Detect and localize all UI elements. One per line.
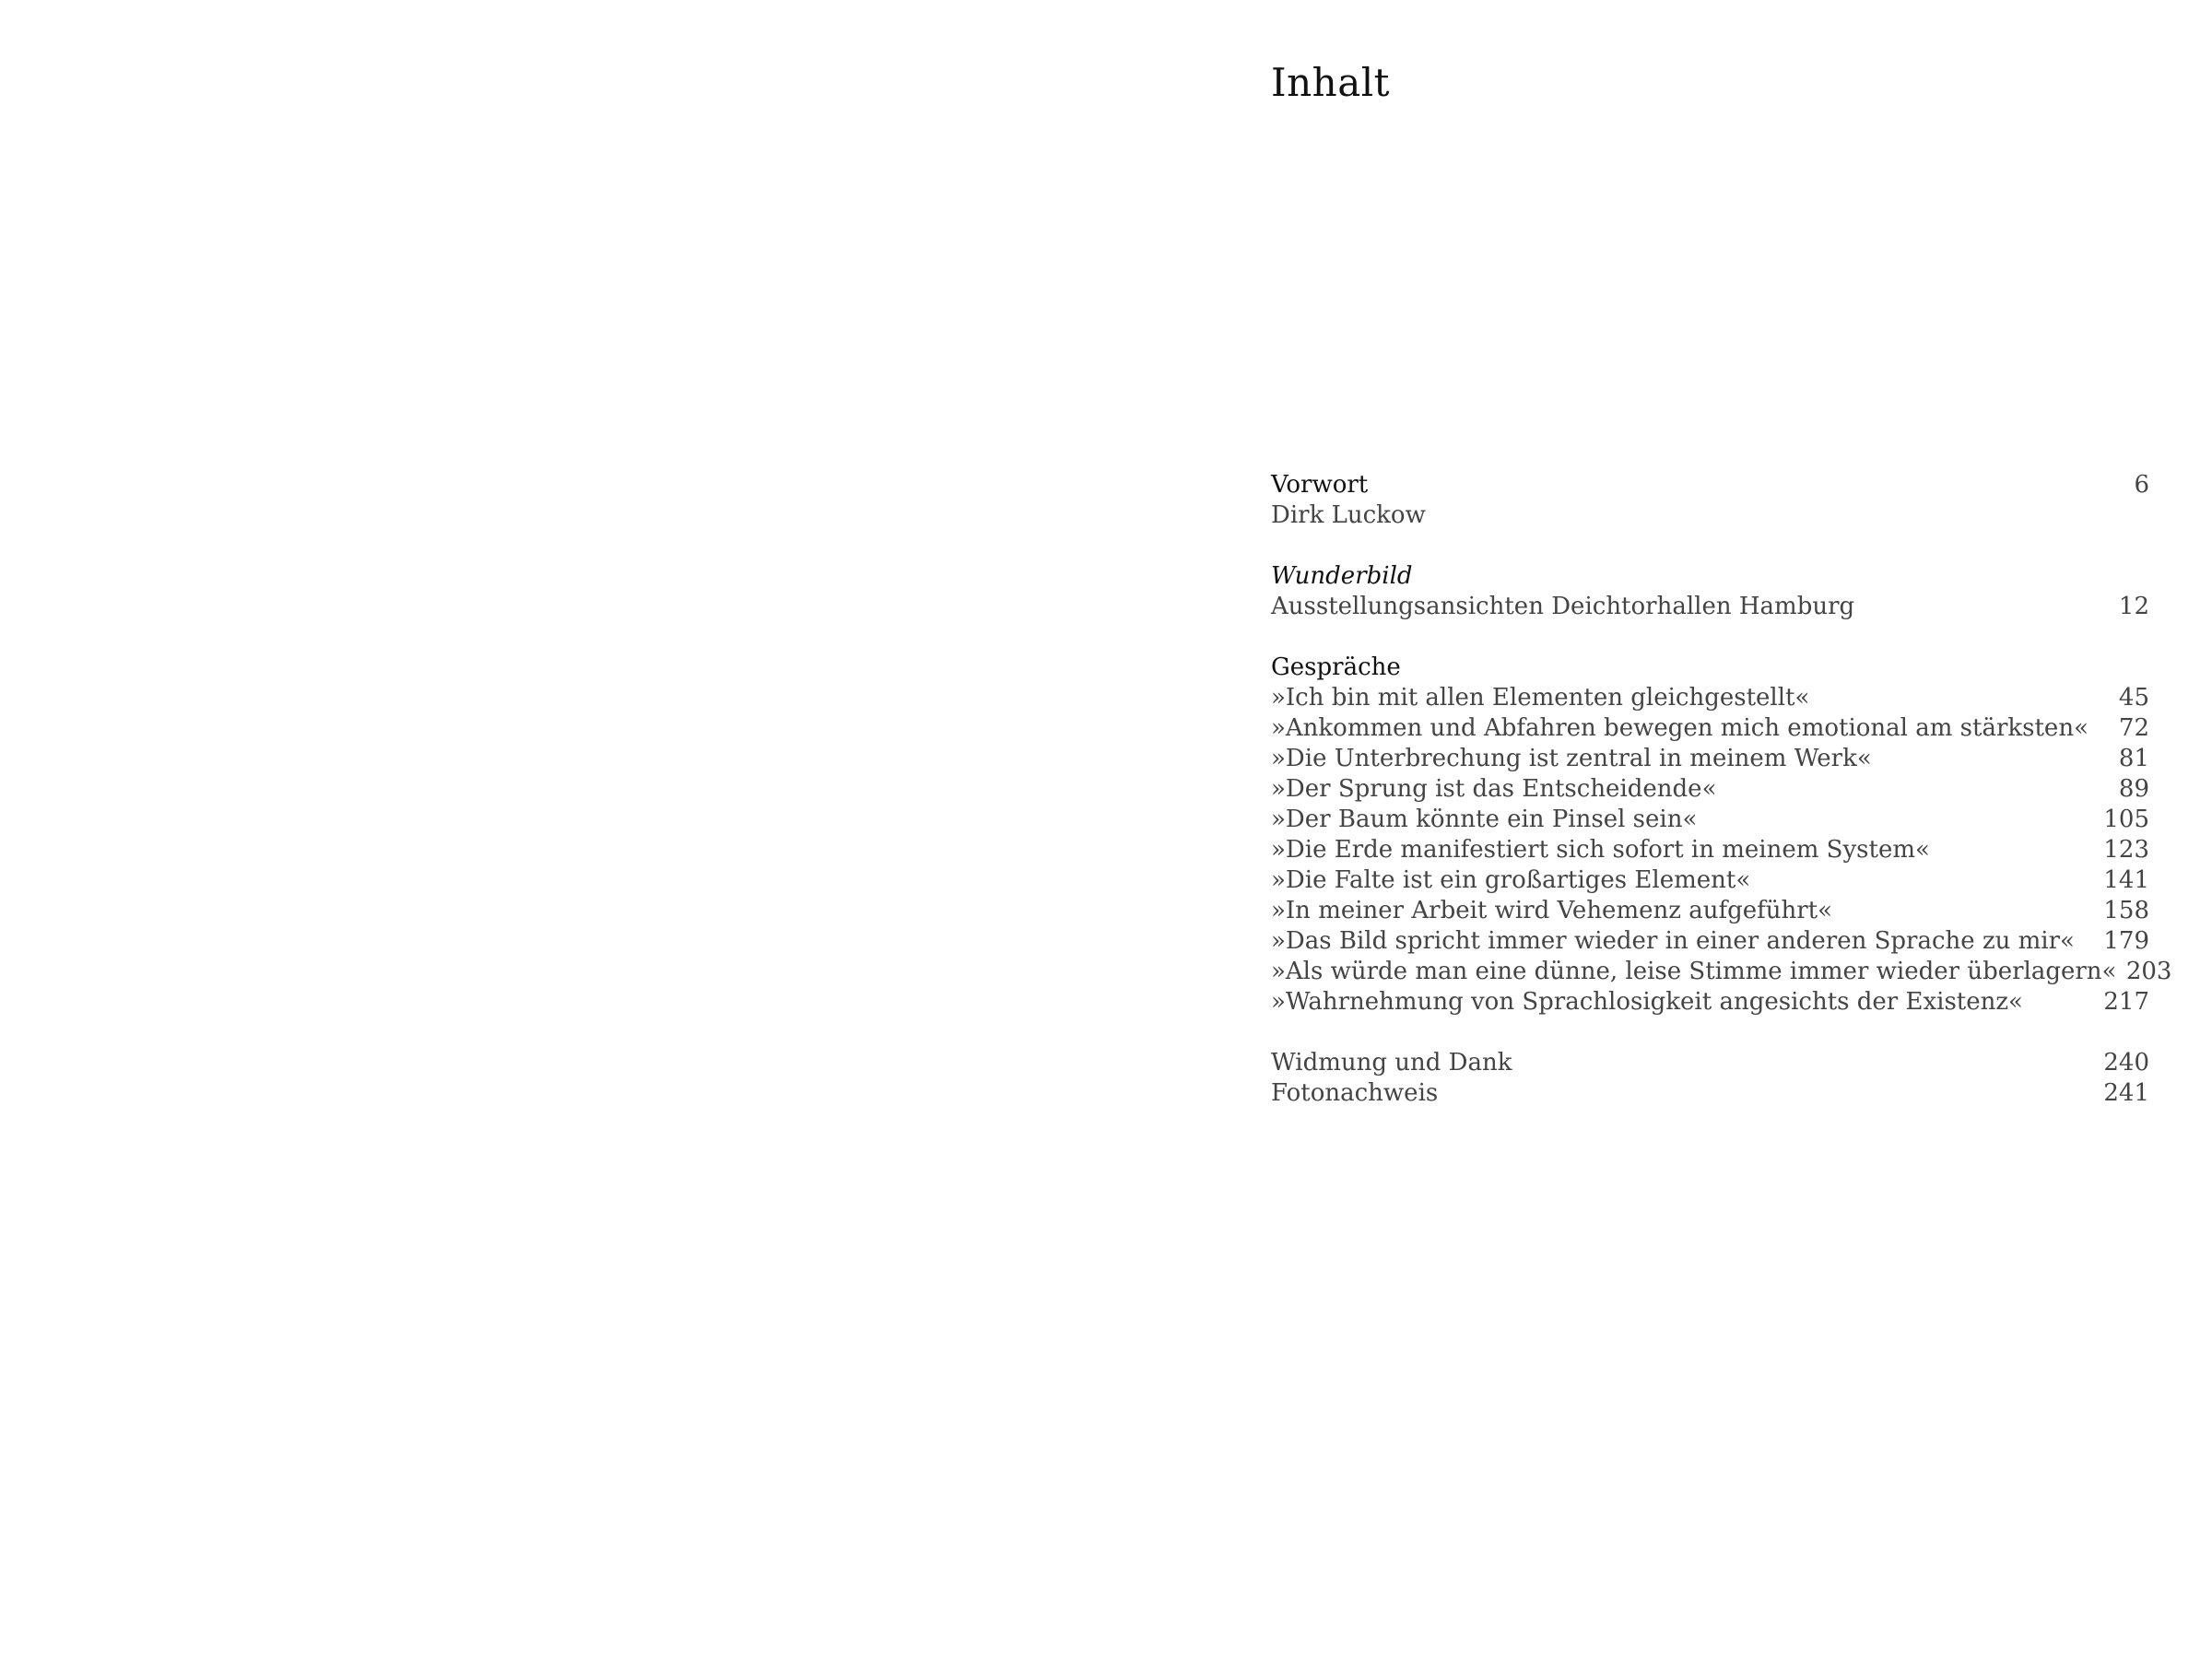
toc-entry	[1271, 926, 2149, 957]
toc-entry	[1271, 592, 2149, 622]
toc-entry-title: »Der Baum könnte ein Pinsel sein«	[1271, 806, 1698, 833]
toc-entry-page-number: 141	[2103, 866, 2149, 894]
toc-entry-title: Ausstellungsansichten Deichtorhallen Hamburg	[1271, 593, 1855, 620]
toc-entry-title: »Das Bild spricht immer wieder in einer anderen Sprache zu mir«	[1271, 927, 2075, 955]
toc-section-wunderbild	[1271, 561, 2149, 622]
toc-entry-title: »In meiner Arbeit wird Vehemenz aufgeführt«	[1271, 897, 1832, 924]
toc-entry-title: »Die Falte ist ein großartiges Element«	[1271, 866, 1751, 894]
toc-entry-page-number: 72	[2118, 714, 2149, 742]
toc-entry-title: Widmung und Dank	[1271, 1049, 1512, 1077]
toc-entry-page-number: 203	[2125, 958, 2172, 985]
toc-entry	[1271, 744, 2149, 774]
toc-section-heading	[1271, 470, 2149, 500]
toc-heading-label: Vorwort	[1271, 471, 1369, 499]
toc-entry	[1271, 805, 2149, 835]
toc-entry-title: »Ich bin mit allen Elementen gleichgestellt«	[1271, 684, 1810, 712]
table-of-contents	[1271, 470, 2172, 1139]
toc-entry-page-number: 217	[2103, 988, 2149, 1016]
toc-entry-title: »Als würde man eine dünne, leise Stimme immer wieder überlagern«	[1271, 958, 2117, 985]
toc-heading-label: Wunderbild	[1271, 562, 1413, 590]
toc-entry	[1271, 500, 2149, 531]
toc-section-anhang	[1271, 1048, 2149, 1109]
toc-entry	[1271, 987, 2149, 1018]
toc-entry	[1271, 1078, 2149, 1109]
toc-entry	[1271, 774, 2149, 805]
toc-section-vorwort	[1271, 470, 2149, 531]
toc-heading-page-number: 6	[2134, 471, 2149, 499]
toc-title: Inhalt	[1271, 60, 1391, 105]
toc-entry-title: »Ankommen und Abfahren bewegen mich emotional am stärksten«	[1271, 714, 2088, 742]
toc-entry	[1271, 957, 2172, 987]
toc-heading-label: Gespräche	[1271, 653, 1401, 681]
toc-entry-page-number: 81	[2118, 745, 2149, 772]
toc-entry	[1271, 683, 2149, 713]
toc-entry-title: Fotonachweis	[1271, 1079, 1439, 1107]
toc-entry-page-number: 241	[2103, 1079, 2149, 1107]
toc-section-heading	[1271, 653, 2149, 683]
toc-entry-page-number: 105	[2103, 806, 2149, 833]
toc-entry-title: Dirk Luckow	[1271, 501, 1426, 529]
toc-entry-page-number: 45	[2118, 684, 2149, 712]
toc-entry-page-number: 240	[2103, 1049, 2149, 1077]
toc-section-gespraeche	[1271, 653, 2172, 1018]
toc-entry-page-number: 123	[2103, 836, 2149, 864]
toc-entry-page-number: 12	[2118, 593, 2149, 620]
toc-entry-title: »Die Unterbrechung ist zentral in meinem Werk«	[1271, 745, 1872, 772]
toc-entry-page-number: 179	[2103, 927, 2149, 955]
toc-section-heading	[1271, 561, 2149, 592]
toc-entry	[1271, 1048, 2149, 1078]
toc-entry-title: »Die Erde manifestiert sich sofort in meinem System«	[1271, 836, 1930, 864]
toc-entry-title: »Wahrnehmung von Sprachlosigkeit angesichts der Existenz«	[1271, 988, 2023, 1016]
toc-entry	[1271, 865, 2149, 896]
toc-entry-page-number: 158	[2103, 897, 2149, 924]
toc-entry	[1271, 713, 2149, 744]
toc-entry-title: »Der Sprung ist das Entscheidende«	[1271, 775, 1717, 803]
toc-entry-page-number: 89	[2118, 775, 2149, 803]
toc-entry	[1271, 896, 2149, 926]
toc-entry	[1271, 835, 2149, 865]
right-page	[1106, 0, 2212, 1659]
